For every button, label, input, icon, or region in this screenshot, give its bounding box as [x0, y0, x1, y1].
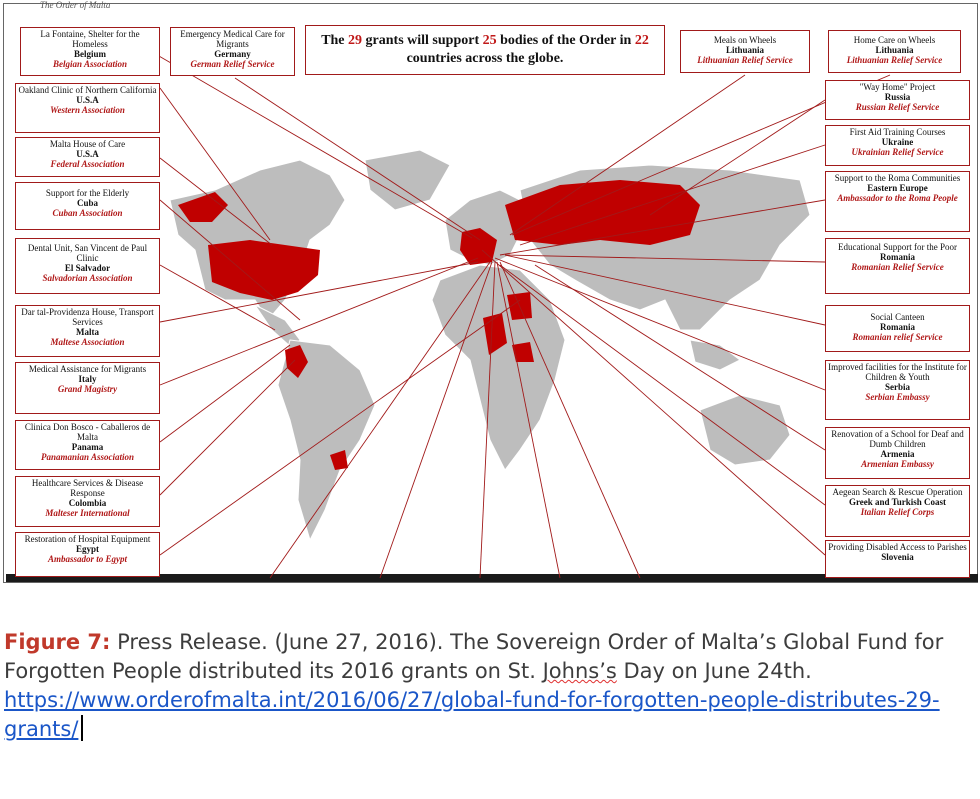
grant-country: Lithuania: [725, 45, 765, 55]
grant-box-ukraine: [825, 125, 970, 166]
grant-box-belgium: [20, 27, 160, 76]
caption-text-a: Press Release. (June 27, 2016). The Sovereign Order of Malta’s Global Fund for Forgotten People distributed its 2016 grants on St.: [4, 630, 944, 683]
grant-title: Malta House of Care: [49, 139, 126, 149]
grant-country: Eastern Europe: [867, 183, 928, 193]
grant-org: Romanian relief Service: [852, 332, 943, 342]
headline-mid1: grants will support: [362, 33, 483, 48]
grant-country: Malta: [76, 327, 99, 337]
grant-org: Ukrainian Relief Service: [851, 147, 944, 157]
grant-title: "Way Home" Project: [859, 82, 936, 92]
grant-country: Russia: [884, 92, 911, 102]
grant-box-el-salvador: [15, 238, 160, 294]
spelling-flagged-word: Johns’s: [542, 659, 617, 683]
grant-box-panama: [15, 420, 160, 470]
grant-country: Ukraine: [881, 137, 914, 147]
figure-header: The Order of Malta: [40, 0, 111, 10]
grant-country: Germany: [214, 49, 251, 59]
grant-box-lithuania-home: [828, 30, 961, 73]
southeast-asia-shape: [690, 340, 740, 370]
grant-country: Belgium: [73, 49, 106, 59]
grant-org: Serbian Embassy: [865, 392, 930, 402]
grant-title: First Aid Training Courses: [849, 127, 946, 137]
grant-title: Educational Support for the Poor: [838, 242, 957, 252]
grant-title: Healthcare Services & Disease Response: [31, 478, 144, 498]
grant-country: Slovenia: [881, 552, 914, 562]
grant-box-malta-house: [15, 137, 160, 177]
grant-country: Italy: [78, 374, 97, 384]
bodies-count: 25: [482, 33, 497, 48]
grant-title: Dar tal-Providenza House, Transport Services: [21, 307, 154, 327]
grant-title: Social Canteen: [870, 312, 925, 322]
grant-title: Clinica Don Bosco - Caballeros de Malta: [24, 422, 151, 442]
grant-box-colombia: [15, 476, 160, 527]
grant-org: Panamanian Association: [41, 452, 134, 462]
grant-org: Ambassador to Egypt: [47, 554, 127, 564]
grant-org: Cuban Association: [52, 208, 123, 218]
grant-box-slovenia: [825, 540, 970, 578]
grant-country: Romania: [879, 322, 915, 332]
grant-box-armenia: [825, 427, 970, 479]
grant-country: Armenia: [880, 449, 915, 459]
headline-mid2: bodies of the Order in: [496, 33, 635, 48]
grant-country: Egypt: [75, 544, 99, 554]
grant-country: El Salvador: [64, 263, 111, 273]
grant-org: Western Association: [50, 105, 125, 115]
grant-org: Grand Magistry: [57, 384, 118, 394]
grant-title: Medical Assistance for Migrants: [28, 364, 147, 374]
grant-box-romania-canteen: [825, 305, 970, 352]
grant-title: Restoration of Hospital Equipment: [24, 534, 151, 544]
grant-org: Salvadorian Association: [42, 273, 133, 283]
grant-box-aegean: [825, 485, 970, 537]
grant-org: Malteser International: [45, 508, 130, 518]
grant-country: Romania: [879, 252, 915, 262]
grants-count: 29: [348, 33, 363, 48]
headline-box: [305, 25, 665, 75]
grant-country: U.S.A: [76, 95, 99, 105]
grant-country: Colombia: [68, 498, 107, 508]
grant-title: Emergency Medical Care for Migrants: [180, 29, 285, 49]
grant-country: Panama: [71, 442, 104, 452]
grant-org: Federal Association: [50, 159, 125, 169]
figure-caption: [4, 628, 974, 744]
headline-pre: The: [321, 33, 349, 48]
grant-box-malta: [15, 305, 160, 357]
grant-org: Ambassador to the Roma People: [837, 193, 958, 203]
grant-org: Lithuanian Relief Service: [846, 55, 943, 65]
grant-box-cuba: [15, 182, 160, 230]
grant-title: Renovation of a School for Deaf and Dumb Children: [831, 429, 964, 449]
africa-shape: [432, 265, 565, 470]
countries-count: 22: [634, 33, 649, 48]
grant-box-egypt: [15, 532, 160, 577]
caption-text-b: Day on June 24th.: [616, 659, 812, 683]
text-cursor: [81, 715, 83, 741]
grant-country: U.S.A: [76, 149, 99, 159]
grant-box-romania-education: [825, 238, 970, 294]
grant-title: Meals on Wheels: [713, 35, 777, 45]
grant-title: La Fontaine, Shelter for the Homeless: [40, 29, 140, 49]
grant-org: Italian Relief Corps: [860, 507, 935, 517]
grant-org: Armenian Embassy: [861, 459, 934, 469]
grant-box-lithuania-meals: [680, 30, 810, 73]
grant-org: Maltese Association: [50, 337, 125, 347]
grant-title: Support to the Roma Communities: [834, 173, 961, 183]
grant-country: Lithuania: [875, 45, 914, 55]
caption-label: Figure 7:: [4, 630, 111, 654]
grant-title: Dental Unit, San Vincent de Paul Clinic: [27, 243, 148, 263]
grant-box-germany: [170, 27, 295, 76]
grant-org: Lithuanian Relief Service: [697, 55, 793, 65]
grant-box-italy: [15, 362, 160, 414]
grant-org: Russian Relief Service: [855, 102, 940, 112]
grant-box-russia: [825, 80, 970, 120]
grant-country: Cuba: [76, 198, 98, 208]
grant-title: Support for the Elderly: [45, 188, 130, 198]
grant-country: Greek and Turkish Coast: [848, 497, 947, 507]
grant-country: Serbia: [884, 382, 910, 392]
grant-title: Providing Disabled Access to Parishes: [828, 542, 967, 552]
grant-box-roma: [825, 171, 970, 232]
grant-org: Romanian Relief Service: [851, 262, 944, 272]
headline-post: countries across the globe.: [406, 51, 564, 66]
australia-shape: [700, 395, 790, 465]
grant-title: Improved facilities for the Institute for Children & Youth: [828, 362, 967, 382]
grant-title: Home Care on Wheels: [853, 35, 936, 45]
source-link[interactable]: https://www.orderofmalta.int/2016/06/27/global-fund-for-forgotten-people-distributes-29-grants/: [4, 688, 940, 741]
grant-org: Belgian Association: [53, 59, 127, 69]
grant-box-serbia: [825, 360, 970, 420]
grant-title: Oakland Clinic of Northern California: [18, 85, 157, 95]
grant-title: Aegean Search & Rescue Operation: [832, 487, 963, 497]
grant-box-oakland: [15, 83, 160, 133]
grant-org: German Relief Service: [190, 59, 275, 69]
